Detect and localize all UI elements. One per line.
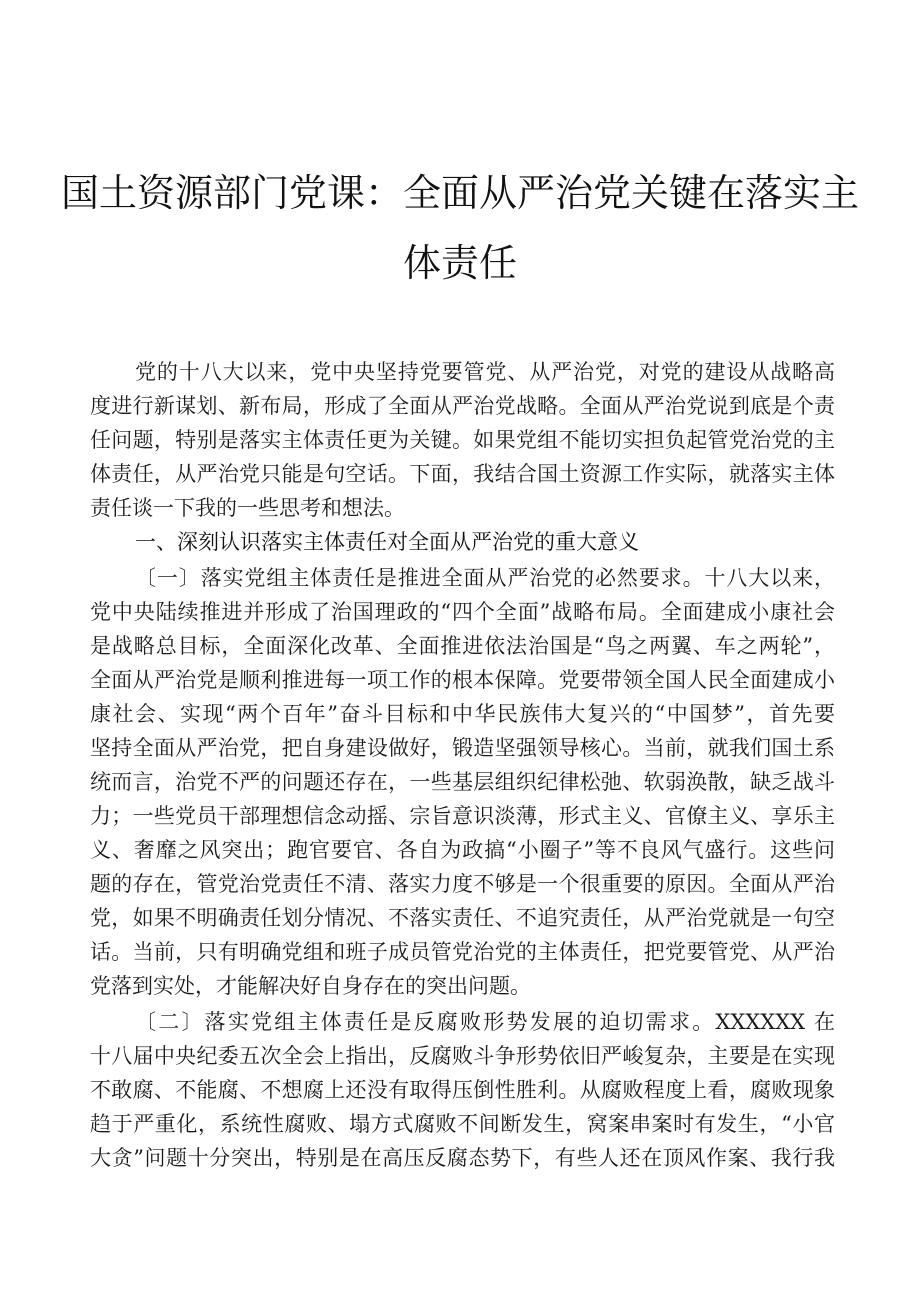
document-title-line1: 国土资源部门党课：全面从严治党关键在落实主 (60, 171, 859, 215)
s1p2-line-4: 趋于严重化，系统性腐败、塌方式腐败不间断发生，窝案串案时有发生，“小官 (90, 1112, 835, 1136)
section-heading: 一、深刻认识落实主体责任对全面从严治党的重大意义 (135, 530, 639, 554)
s1p2-line-5: 大贪”问题十分突出，特别是在高压反腐态势下，有些人还在顶风作案、我行我 (90, 1146, 835, 1170)
s1p1-line-11: 党，如果不明确责任划分情况、不落实责任、不追究责任，从严治党就是一句空 (90, 906, 835, 930)
s1p1-line-9: 义、奢靡之风突出；跑官要官、各自为政搞“小圈子”等不良风气盛行。这些问 (90, 838, 835, 862)
document-title-line2: 体责任 (402, 241, 517, 285)
s1p1-line-3: 是战略总目标，全面深化改革、全面推进依法治国是“鸟之两翼、车之两轮”， (90, 634, 835, 658)
intro-line-4: 体责任，从严治党只能是句空话。下面，我结合国土资源工作实际，就落实主体 (90, 462, 835, 486)
intro-line-2: 度进行新谋划、新布局，形成了全面从严治党战略。全面从严治党说到底是个责 (90, 394, 835, 418)
s1p2-line-2: 十八届中央纪委五次全会上指出，反腐败斗争形势依旧严峻复杂，主要是在实现 (90, 1044, 835, 1068)
s1p1-line-8: 力；一些党员干部理想信念动摇、宗旨意识淡薄，形式主义、官僚主义、享乐主 (90, 804, 835, 828)
s1p1-line-2: 党中央陆续推进并形成了治国理政的“四个全面”战略布局。全面建成小康社会 (90, 600, 835, 624)
s1p1-line-6: 坚持全面从严治党，把自身建设做好，锻造坚强领导核心。当前，就我们国土系 (90, 736, 835, 760)
s1p1-line-12: 话。当前，只有明确党组和班子成员管党治党的主体责任，把党要管党、从严治 (90, 940, 835, 964)
s1p2-line-1: 〔二〕落实党组主体责任是反腐败形势发展的迫切需求。XXXXXX 在 (135, 1010, 835, 1034)
s1p1-line-4: 全面从严治党是顺利推进每一项工作的根本保障。党要带领全国人民全面建成小 (90, 668, 835, 692)
intro-line-5: 责任谈一下我的一些思考和想法。 (90, 496, 405, 520)
intro-line-1: 党的十八大以来，党中央坚持党要管党、从严治党，对党的建设从战略高 (135, 360, 835, 384)
s1p1-line-5: 康社会、实现“两个百年”奋斗目标和中华民族伟大复兴的“中国梦”，首先要 (90, 702, 835, 726)
s1p1-line-10: 题的存在，管党治党责任不清、落实力度不够是一个很重要的原因。全面从严治 (90, 872, 835, 896)
s1p2-line-3: 不敢腐、不能腐、不想腐上还没有取得压倒性胜利。从腐败程度上看，腐败现象 (90, 1078, 835, 1102)
s1p1-line-13: 党落到实处，才能解决好自身存在的突出问题。 (90, 974, 531, 998)
intro-line-3: 任问题，特别是落实主体责任更为关键。如果党组不能切实担负起管党治党的主 (90, 428, 835, 452)
s1p1-line-7: 统而言，治党不严的问题还存在，一些基层组织纪律松弛、软弱涣散，缺乏战斗 (90, 770, 835, 794)
s1p1-line-1: 〔一〕落实党组主体责任是推进全面从严治党的必然要求。十八大以来， (135, 566, 835, 590)
